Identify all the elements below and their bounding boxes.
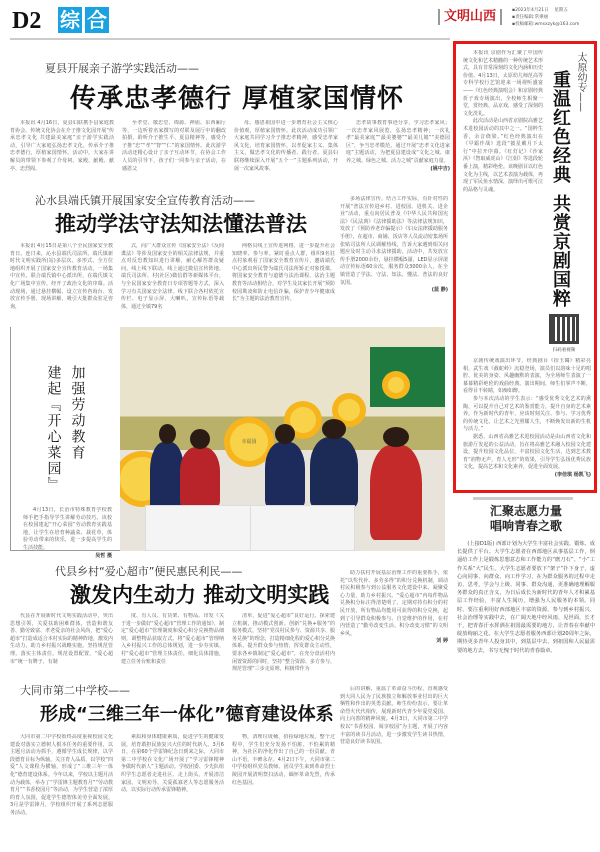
body-text: 物，清理垃圾桶，拾捡绿地垃圾。整个过程中，学生们充分发扬不怕脏、不怕累的精神，为社区的净化作出了自己的一份贡献。青山不语，丰碑永存。4月2日下午，大同市第二中学校组织党员教师、团员学生来到革命烈士陵园开展清明祭扫活动，缅怀革命先烈，传承红色基因。 [232,734,335,786]
newspaper-logo: 文明山西 [438,9,502,25]
photo-headline: 建起『开心菜园』 [45,365,62,493]
body-text: 素质和身体健康素质，促进学生的健康发展，培育敢担民族复兴大任的时代新人。3月6日，在第60个学雷锋纪念日到来之际，大同市第二中学校在文化广场开展了“学习雷锋精神 争做时代新人”主题活动。学校团委、少先队组织学生志愿者走进社区、走上街头，开展清洁家园、文明劝导、关爱孤寡老人等志愿服务活动，以实际行动传承雷锋精神。 [121,734,224,794]
body-text: 多场法律宣传。结合工作实际，有针对性的开展“普法宣传进乡村、进校园、进机关、进企业”活动，重点向居民普及《中华人民共和国宪法》《民法典》《法律援助法》等法律法规知识，发放了《预防养老诈骗提示》《妇女法律援助服务手册》，在超市、商铺、饭店等人员流动密集场所张贴司法所人民调解热线，告诉大家遇到相关问题应及时主动寻求法律援助。活动中，共发放宣传手册2000余份，悬挂横幅5副，LED显示屏滚动宣传标语60余次，服务群众3000余人，在全镇营造了学法、守法、知法、懂法、普法的良好氛围。 [340,196,448,286]
photo-credit: 吴哲 摄 [95,552,112,559]
page-number: D2 [12,8,42,34]
article-4-col4 [340,686,448,844]
body-text: 忠孝故事教育事迹分享，学习忠孝家风；一次忠孝家风展览，弘扬忠孝精神；一次礼孝“最美家庭”“最美婆婆”“最美儿媳”“美德园区”，争当忠孝模范。通过开展“忠孝文化进家庭”主题活动，为把夏县建设成“文化之城、康养之城、绿色之城、活力之城”贡献家庭力量。 [346,120,450,164]
article-body [10,734,335,852]
byline: (姚中吉) [430,165,450,172]
editor: 责任编辑:常乘丽 [515,15,549,20]
body-text: 代县在开展新时代文明实践活动中，突出思想引领，关爱扶助困难群体，营造和谐友善、勤劳致富、孝老爱亲的社会风尚，把“爱心超市”打造成适合本村实际的精神阵地，激发内生动力，助力乡村振兴战略实施。坚持规范管理，落实主体责任。规范设置配置，“爱心超市”统一有牌子、有制 [10,613,113,665]
body-text: 本报讯 4月15日是第八个全民国家安全教育日。连日来，沁水县端氏司法所、端氏镇新时代文明实践所(站)多层次、多形式、全方位地组织开展了国家安全宣传教育活动。一场集中宣传。联合端氏镇中心派出所，在端氏镇文化广场集中宣传，经开了政治文化的序幕。活动现场，通过悬挂横幅、设立宣传咨询台、发放宣传手册、现场讲解，吸引大批群众驻足咨询， [10,243,113,310]
byline: (李佳琪 杨凯飞) [554,471,591,478]
person [265,442,305,507]
issue-date: 2023年4月21日 [515,8,549,13]
body-text: 本报讯 4月16日，夏县妇联携手县家庭教育协会、传统文化协会在介子推文化园开展“传承忠孝文化 共建最美家庭”亲子游学实践活动，引导广大家庭弘扬忠孝文化，传承介子推忠孝德行，厚植家国情怀。活动中，大家在讲解员的带领下参观了介母祠、家殿、献殿、献亭、忠烈阁、 [10,120,114,172]
sunflower-sign [338,399,360,421]
article-kicker: 代县乡村“爱心超市”便民惠民利民—— [55,565,243,578]
qr-code-icon[interactable] [549,314,579,344]
header-divider [10,38,450,40]
article-kicker: 大同市第二中学校—— [20,684,130,697]
article-body [463,358,591,490]
body-text: 至孝堂、敬忠堂、绵源、神庙、东西厢厅等，一边听着名家撰写的对联及展厅中的翻改拍摄，聆听介子推生平、夏县精神等，感受介子推“忠”“孝”“智”“仁”的家国情怀。此次游学活动还精心设计了亲子互动环节，在协会工作人员的引导下，孩子们一同参与亲子活动，在感恩父 [122,120,226,172]
body-text: 据悉，山西省高雅艺术进校园活动是由山西省文化和旅游厅发起的公益活动，旨在将高雅艺术融入校园文化建设，提升校园文化品位，丰富校园文化生活，达到艺术教育“润物无声，育人无形”的效果，引导学生弘扬优秀民族文化，提高艺术和文化素养，促进全面发展。 [463,433,591,471]
article-headline: 激发内生动力 推动文明实践 [70,583,330,607]
body-text: 清单，促进“爱心超市”良好运行。探索建立机制，推动模式创新。创新“兑换+服务”的服务模式，坚持“党员村民参与、资源共享、服务兑换”的理念，打造精细化程的爱心积分兑换体系，提升群众参与热情，挥发群众主动性，要求各乡镇制定“爱心超市”，在充分盘活村内闲置资源的同时，坚持“整合资源、多方参与、规范管理”三步走原则，积极带作为 [232,613,335,673]
article-5 [455,504,597,534]
section-char: 合 [87,8,107,32]
featured-article-box [453,41,597,493]
byline: (蓝 静) [431,287,448,294]
issue-info: ▪2023年4月21日 星期五 ▪责任编辑:常乘丽 ▪投稿邮箱:wmsxzyk@163.com [512,8,580,27]
photo-caption: 4月13日，长治市特殊教育学校教师手把手指导学生讲解劳动技巧。该校在校园建起“开心菜园”劳动教育实践基地，让学生在培育种蔬菜、栽花草，体验劳动带来的快乐，进一步提高学生的生活技能。 吴哲 摄 [23,507,112,559]
body-text: 网格员线上宣传进网格，进一步提升社会知晓率、参与率。紧盯重点人群，组织9名驻点村象观看了国家安全教育宣传片，邀请端氏中心派出所民警为端氏司法所矫正对象授课，将国家安全教育与道德与法治课程、法治主题教育等活动相结合，对学生及其家长开展“预防校园欺凌和防止电信诈骗，保护青少年健康成长”为主题的法治教育宣传。 [232,243,335,303]
weekday: 星期五 [554,8,568,13]
body-text: 助力扶村开展基层治理工作的重要抓手，依托“以奖代补、多劳多得”的积分兑换机制，调动村民积极参与到公益服务文化建设中来。凝聚爱心力量，助力乡村振兴。“爱心超市”内每件物品兑换积分标注得清楚明了，定期对持有积分的村民开放，所有物品均能用可获得的积分兑换，起到了引导群众积极参与、自觉维护的作用，在村内营造了“勤劳改变生活、积分改变习惯”的文明乡风。 [340,570,448,637]
green-door [370,347,445,407]
body-text: 参与本次活动的学生表示：“感受优秀文化艺术的熏陶，可以提升自己对艺术的鉴赏能力，提升自身的艺术素养。作为新时代的青年，应该时刻关注、参与、学习优秀的传统文化，让艺术之光照耀人生，不断焕发出新的生机与活力。” [463,395,591,433]
article-kicker: 沁水县端氏镇开展国家安全宣传教育活动—— [35,194,255,207]
article-kicker: 太原幼专—— [575,52,586,112]
planter-box [145,505,255,551]
article-headline: 汇聚志愿力量 [489,504,562,518]
divider [473,497,573,500]
news-photo [120,327,445,551]
article-headline: 重温红色经典共赏京剧国粹 [550,70,571,308]
body-text: 大同市第二中学校始终高度重视校园文化建设对落实立德树人根本任务的重要作用，以主题月活动为抓手，遵循学生成长规律，以学段德育目标为纵轴，关注育人品质，以学校“四爱”人文课程为横轴，形成了“三维三年一体化”德育建设体系。今年以来，学校以主题月活动为载体，举办了“学雷锋主题教育月”“劳动教育月”“书香校园月”等活动，为学生营造了浓厚的育人氛围，促进学生德智体美劳全面发展。3月是学雷锋月，学校组织开展了系列志愿服务活动。 [10,734,113,816]
person [310,437,358,507]
article-headline: 唱响青春之歌 [489,519,562,533]
person [370,445,422,540]
sunflower-sign: 幸福园 [230,423,268,461]
body-text: 京剧传统戏演出环节，经典剧目《拾玉镯》精彩亮相，武生戏《截蛇岭》沉稳登场，演员们以韵味十足的唱腔、优美的身姿、风趣幽默的表演，为全场师生表演了一幕幕精彩绝伦的戏曲经典。演出期间，师生们掌声不断，看得目不转睛，如痴如醉。 [463,358,591,395]
body-text: 母、感恩祖国中进一步增育社会主义核心价值观，厚植家国情怀。此次活动成功引领广大家庭共同学习介子推忠孝精神，感受忠孝家风文化，培育家国情怀，以孝促家主义、集体主义，做忠孝文化的传播者、践行者。夏县妇联将继续深入开展“五个一”主题系列活动，开展一次家风故事、 [234,120,338,172]
section-title [58,7,109,33]
body-text: 度、有人员、有货架、有物品。印发《关于进一步做好“爱心超市”管理工作的通知》，制定“爱心超市”管理制度和爱心积分兑换物品细则，调整物品获取方式。将“爱心超市”管理纳入乡村振兴工作的总体规划，进一步夯实镇、村“爱心超市”管理主体责任，细化具体措施，建立任务台账和责任 [121,613,224,665]
section-char: 综 [60,8,80,32]
article-body [10,613,335,675]
article-kicker: 夏县开展亲子游学实践活动—— [45,62,199,75]
qr-block [544,314,584,353]
planter-box [250,505,355,551]
photo-caption-box [10,327,120,559]
email: 投稿邮箱:wmsxzyk@163.com [515,22,580,27]
sunflower-sign [388,377,404,393]
photo-headline: 加强劳动教育 [69,365,86,461]
person [150,442,184,512]
article-headline: 形成“三维三年一体化”德育建设体系 [40,704,334,725]
body-text: 本报讯 京剧作为汇聚了中国传统文化和艺术精髓的一种传统艺术形式，具有非常深刻的文化内涵和历史价值。4月13日，太原幼儿师范高等专科学校行艺馆迎来一场视听盛宴——《红色经典演唱会》和京剧经典折子戏专场演出，全校师生相聚一堂，赏经典、品京戏，感受了深刻的文化洗礼。 [463,50,543,117]
body-text: (上接D1版) 西部计划为大学生丰富社会实践、锻炼、成长提供了平台。大学生志愿者在西部地区从事基层工作，倒逼给工作上是锻炼思想意志和工作能力的“磨刀石”。“小”工作关系“大”民生，大学生志愿者要放下“架子”扑下身子，虚心向同事、向群众、向工作学习，在为群众服务的过程中走访、思考，学会与上级、同事、群众沟通，更准确地理解服务群众的真正含义，为日后成长为新时代的青年人才积累基层工作经验，丰富人生阅历，增强为人民服务的本领。同时，要注重利用好西部地区丰富的资源，参与到乡村振兴、社会治理等实践中去，在广阔天地中经风雨、见世面、长才干，把青春汗水挥洒在祖国最需要的地方，让青春在奉献中绽放绚丽之花。在大学生志愿者服务西部计划20周年之际，期待更多青年人投身其中，到基层中去、到祖国和人民最需要的地方去，书写无愧于时代的青春篇章。 [457,541,595,654]
article-3-col4 [340,570,448,680]
qr-label: 扫码看视频 [552,348,576,353]
body-text: 后的讲解，重温了革命奋斗历程，直观感受到大同人民为了民族独立和解放事业付出的巨大牺牲和作出的英勇贡献。师生纷纷表示，要让革命烈火代代相传，展现新时代青少年爱党爱国、向上向善的精神风貌。4月3日，大同市第二中学校以“书香校园，阅享校园”为主题，开展了内容丰富的读书月活动，进一步激发学生读书热情，营造良好读书氛围。 [340,686,448,746]
article-headline: 传承忠孝德行 厚植家国情怀 [70,84,405,114]
article-body [463,50,543,350]
body-text: 式，向广大群众宣传《国家安全法》《反间谍法》等涉及国家安全的相关法律法规，并重点对反恐教知识进行讲解，耐心解答群众疑问。线上线下联动。线上通过微信宣传阵地、端氏司法所、村(社区)微信群等新媒体平台，与全民国家安全教育日专项答题等方式，深入学习有关国家安全法律。线下联合各村依托宣传栏、电子显示屏、大喇叭，宣传标语等载体，通过全镇79名 [121,243,224,310]
article-3 [10,563,335,675]
body-text: 此次活动是山西省京剧院高雅艺术进校园活动的其中之一。“国粹生香，余音绕梁。”红色经典演出在《早霸作战》选段“披星戴月下太行”中拉开序幕。《红灯记》《沙家浜》《智取威虎山》《江姐》等选段轮番上演，精彩绝伦。该晚剧目以红色文化为主线，以艺术表演为载体，再现了军民鱼水情深，演绎出可歌可泣的品格与灵魂。 [463,118,543,193]
article-headline: 推动学法守法知法懂法普法 [55,212,307,236]
article-body [457,540,595,845]
article-4 [10,682,335,852]
person [180,447,220,507]
byline: 刘 婷 [436,638,448,645]
